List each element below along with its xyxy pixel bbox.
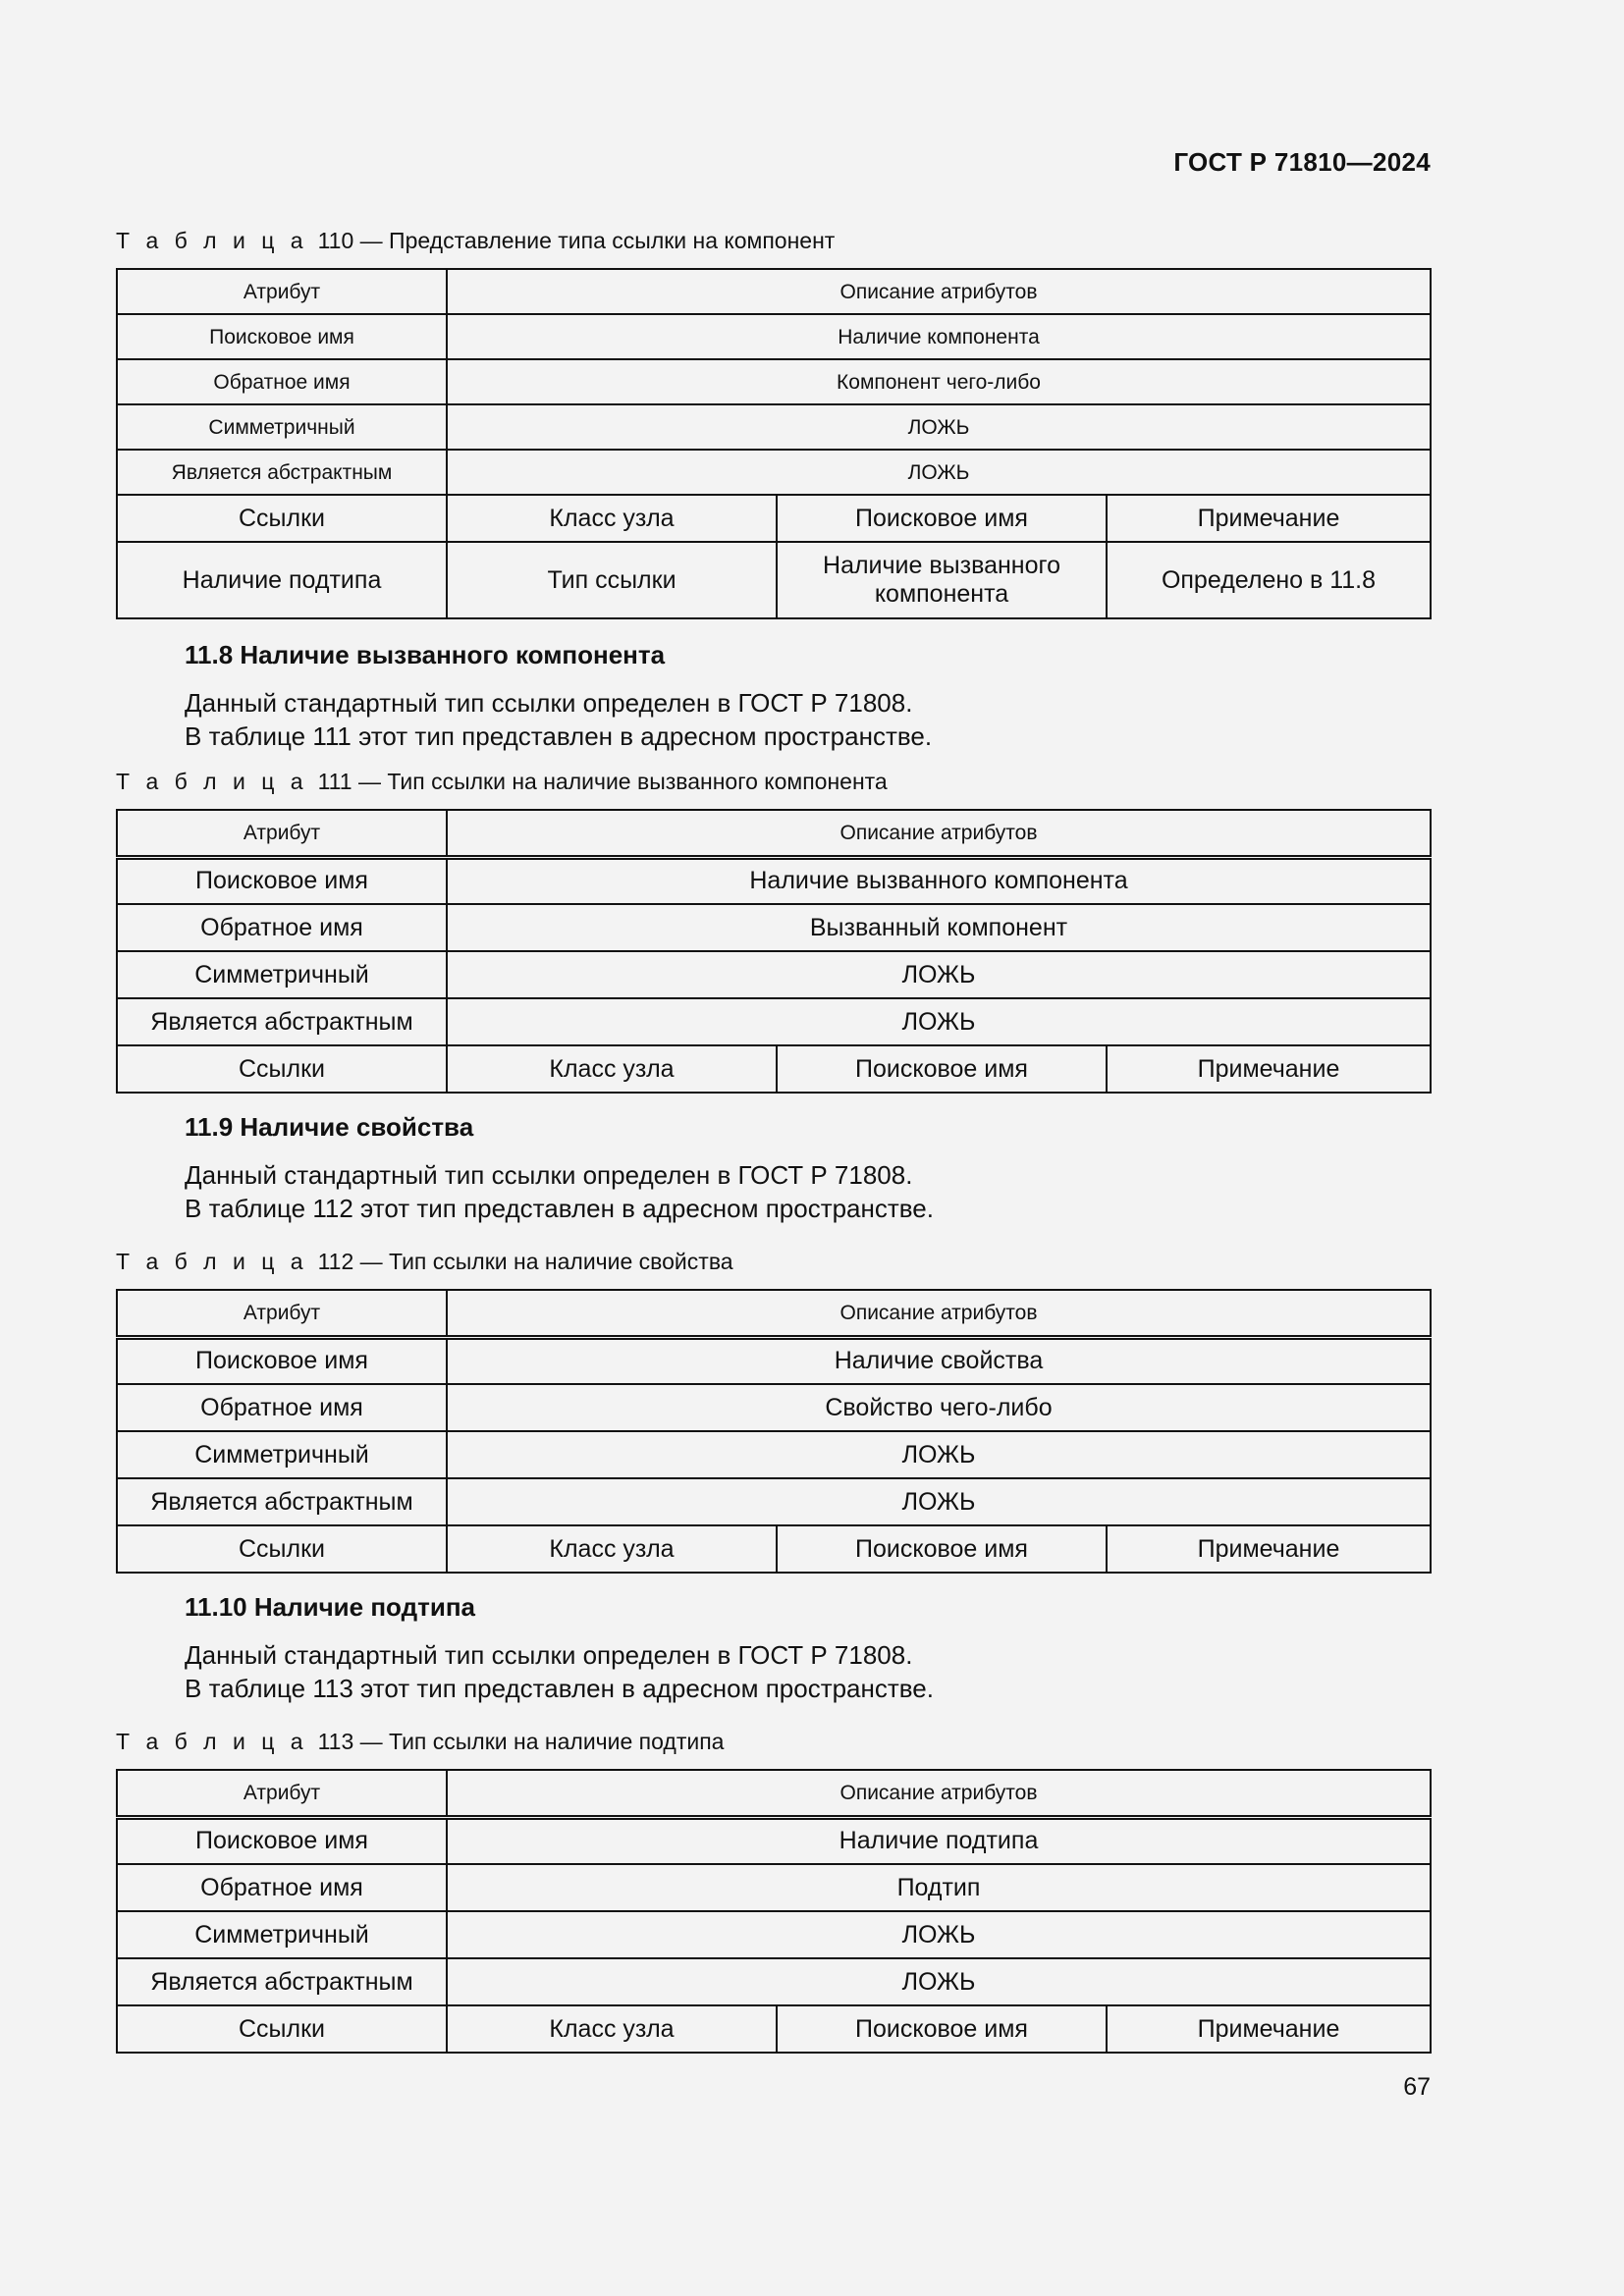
section-paragraph	[185, 1158, 934, 1225]
caption-text: 112 — Тип ссылки на наличие свойства	[317, 1249, 733, 1274]
row-label: Ссылки	[117, 1525, 447, 1573]
table-row	[117, 1864, 1431, 1911]
section-paragraph	[185, 1638, 934, 1705]
table-row	[117, 542, 1431, 618]
table-110-caption	[116, 228, 835, 254]
header-cell: Поисковое имя	[777, 2005, 1107, 2053]
table-cell: Тип ссылки	[447, 542, 777, 618]
table-row	[117, 951, 1431, 998]
table-row	[117, 1770, 1431, 1817]
row-label: Симметричный	[117, 404, 447, 450]
row-label: Обратное имя	[117, 359, 447, 404]
table-row	[117, 1525, 1431, 1573]
caption-text: 111 — Тип ссылки на наличие вызванного компонента	[317, 769, 888, 794]
table-row	[117, 1337, 1431, 1384]
row-label: Поисковое имя	[117, 1337, 447, 1384]
header-cell: Класс узла	[447, 1045, 777, 1093]
table-row	[117, 359, 1431, 404]
row-value: Наличие свойства	[447, 1337, 1431, 1384]
table-111-caption	[116, 769, 888, 795]
table-label: Т а б л и ц а	[116, 228, 308, 253]
header-cell: Поисковое имя	[777, 1525, 1107, 1573]
header-cell: Примечание	[1107, 495, 1431, 542]
table-label: Т а б л и ц а	[116, 1249, 308, 1274]
table-label: Т а б л и ц а	[116, 769, 308, 794]
table-110	[116, 268, 1432, 619]
table-row	[117, 1290, 1431, 1337]
section-heading: 11.10 Наличие подтипа	[185, 1592, 475, 1622]
table-112	[116, 1289, 1432, 1574]
table-row	[117, 1045, 1431, 1093]
row-value: ЛОЖЬ	[447, 450, 1431, 495]
section-paragraph	[185, 686, 932, 753]
row-value: Наличие вызванного компонента	[447, 857, 1431, 904]
row-label: Обратное имя	[117, 904, 447, 951]
table-cell: Наличие подтипа	[117, 542, 447, 618]
table-row	[117, 1958, 1431, 2005]
table-row	[117, 404, 1431, 450]
header-cell: Класс узла	[447, 495, 777, 542]
header-cell: Описание атрибутов	[447, 269, 1431, 314]
table-row	[117, 998, 1431, 1045]
table-row	[117, 810, 1431, 857]
row-label: Является абстрактным	[117, 1958, 447, 2005]
table-113-caption	[116, 1729, 724, 1755]
row-label: Симметричный	[117, 1431, 447, 1478]
row-value: ЛОЖЬ	[447, 998, 1431, 1045]
row-value: Наличие подтипа	[447, 1817, 1431, 1864]
table-113	[116, 1769, 1432, 2054]
row-label: Симметричный	[117, 951, 447, 998]
table-row	[117, 314, 1431, 359]
header-cell: Класс узла	[447, 1525, 777, 1573]
row-label: Является абстрактным	[117, 450, 447, 495]
row-label: Поисковое имя	[117, 314, 447, 359]
row-label: Является абстрактным	[117, 1478, 447, 1525]
paragraph-line: Данный стандартный тип ссылки определен в ГОСТ Р 71808.	[185, 1640, 913, 1670]
row-value: ЛОЖЬ	[447, 951, 1431, 998]
header-cell: Атрибут	[117, 1290, 447, 1337]
header-cell: Атрибут	[117, 810, 447, 857]
row-value: Вызванный компонент	[447, 904, 1431, 951]
page-number: 67	[1403, 2073, 1431, 2101]
row-value: Подтип	[447, 1864, 1431, 1911]
table-label: Т а б л и ц а	[116, 1729, 308, 1754]
row-label: Является абстрактным	[117, 998, 447, 1045]
table-row	[117, 495, 1431, 542]
table-row	[117, 2005, 1431, 2053]
header-cell: Атрибут	[117, 269, 447, 314]
table-row	[117, 1384, 1431, 1431]
paragraph-line: В таблице 112 этот тип представлен в адресном пространстве.	[185, 1194, 934, 1223]
row-value: Наличие компонента	[447, 314, 1431, 359]
table-cell: Наличие вызванного компонента	[777, 542, 1107, 618]
document-id: ГОСТ Р 71810—2024	[1173, 147, 1431, 177]
header-cell: Примечание	[1107, 2005, 1431, 2053]
table-row	[117, 904, 1431, 951]
table-111	[116, 809, 1432, 1094]
header-cell: Атрибут	[117, 1770, 447, 1817]
row-label: Поисковое имя	[117, 1817, 447, 1864]
section-heading: 11.9 Наличие свойства	[185, 1112, 474, 1142]
row-label: Поисковое имя	[117, 857, 447, 904]
header-cell: Описание атрибутов	[447, 810, 1431, 857]
caption-text: 113 — Тип ссылки на наличие подтипа	[317, 1729, 725, 1754]
table-row	[117, 1911, 1431, 1958]
table-row	[117, 450, 1431, 495]
table-112-caption	[116, 1249, 733, 1275]
table-row	[117, 1478, 1431, 1525]
table-row	[117, 1431, 1431, 1478]
header-cell: Описание атрибутов	[447, 1770, 1431, 1817]
row-value: ЛОЖЬ	[447, 1478, 1431, 1525]
row-label: Ссылки	[117, 1045, 447, 1093]
row-label: Ссылки	[117, 495, 447, 542]
paragraph-line: В таблице 111 этот тип представлен в адресном пространстве.	[185, 721, 933, 751]
paragraph-line: Данный стандартный тип ссылки определен в ГОСТ Р 71808.	[185, 1160, 913, 1190]
row-label: Ссылки	[117, 2005, 447, 2053]
table-row	[117, 1817, 1431, 1864]
header-cell: Описание атрибутов	[447, 1290, 1431, 1337]
paragraph-line: Данный стандартный тип ссылки определен в ГОСТ Р 71808.	[185, 688, 913, 718]
row-value: ЛОЖЬ	[447, 1958, 1431, 2005]
section-heading: 11.8 Наличие вызванного компонента	[185, 640, 666, 669]
row-value: ЛОЖЬ	[447, 1431, 1431, 1478]
row-value: Свойство чего-либо	[447, 1384, 1431, 1431]
row-label: Обратное имя	[117, 1864, 447, 1911]
table-row	[117, 857, 1431, 904]
row-value: Компонент чего-либо	[447, 359, 1431, 404]
row-label: Обратное имя	[117, 1384, 447, 1431]
row-value: ЛОЖЬ	[447, 404, 1431, 450]
row-value: ЛОЖЬ	[447, 1911, 1431, 1958]
table-cell: Определено в 11.8	[1107, 542, 1431, 618]
table-row	[117, 269, 1431, 314]
paragraph-line: В таблице 113 этот тип представлен в адресном пространстве.	[185, 1674, 934, 1703]
header-cell: Класс узла	[447, 2005, 777, 2053]
row-label: Симметричный	[117, 1911, 447, 1958]
header-cell: Примечание	[1107, 1525, 1431, 1573]
header-cell: Поисковое имя	[777, 1045, 1107, 1093]
header-cell: Примечание	[1107, 1045, 1431, 1093]
caption-text: 110 — Представление типа ссылки на компонент	[317, 228, 836, 253]
header-cell: Поисковое имя	[777, 495, 1107, 542]
